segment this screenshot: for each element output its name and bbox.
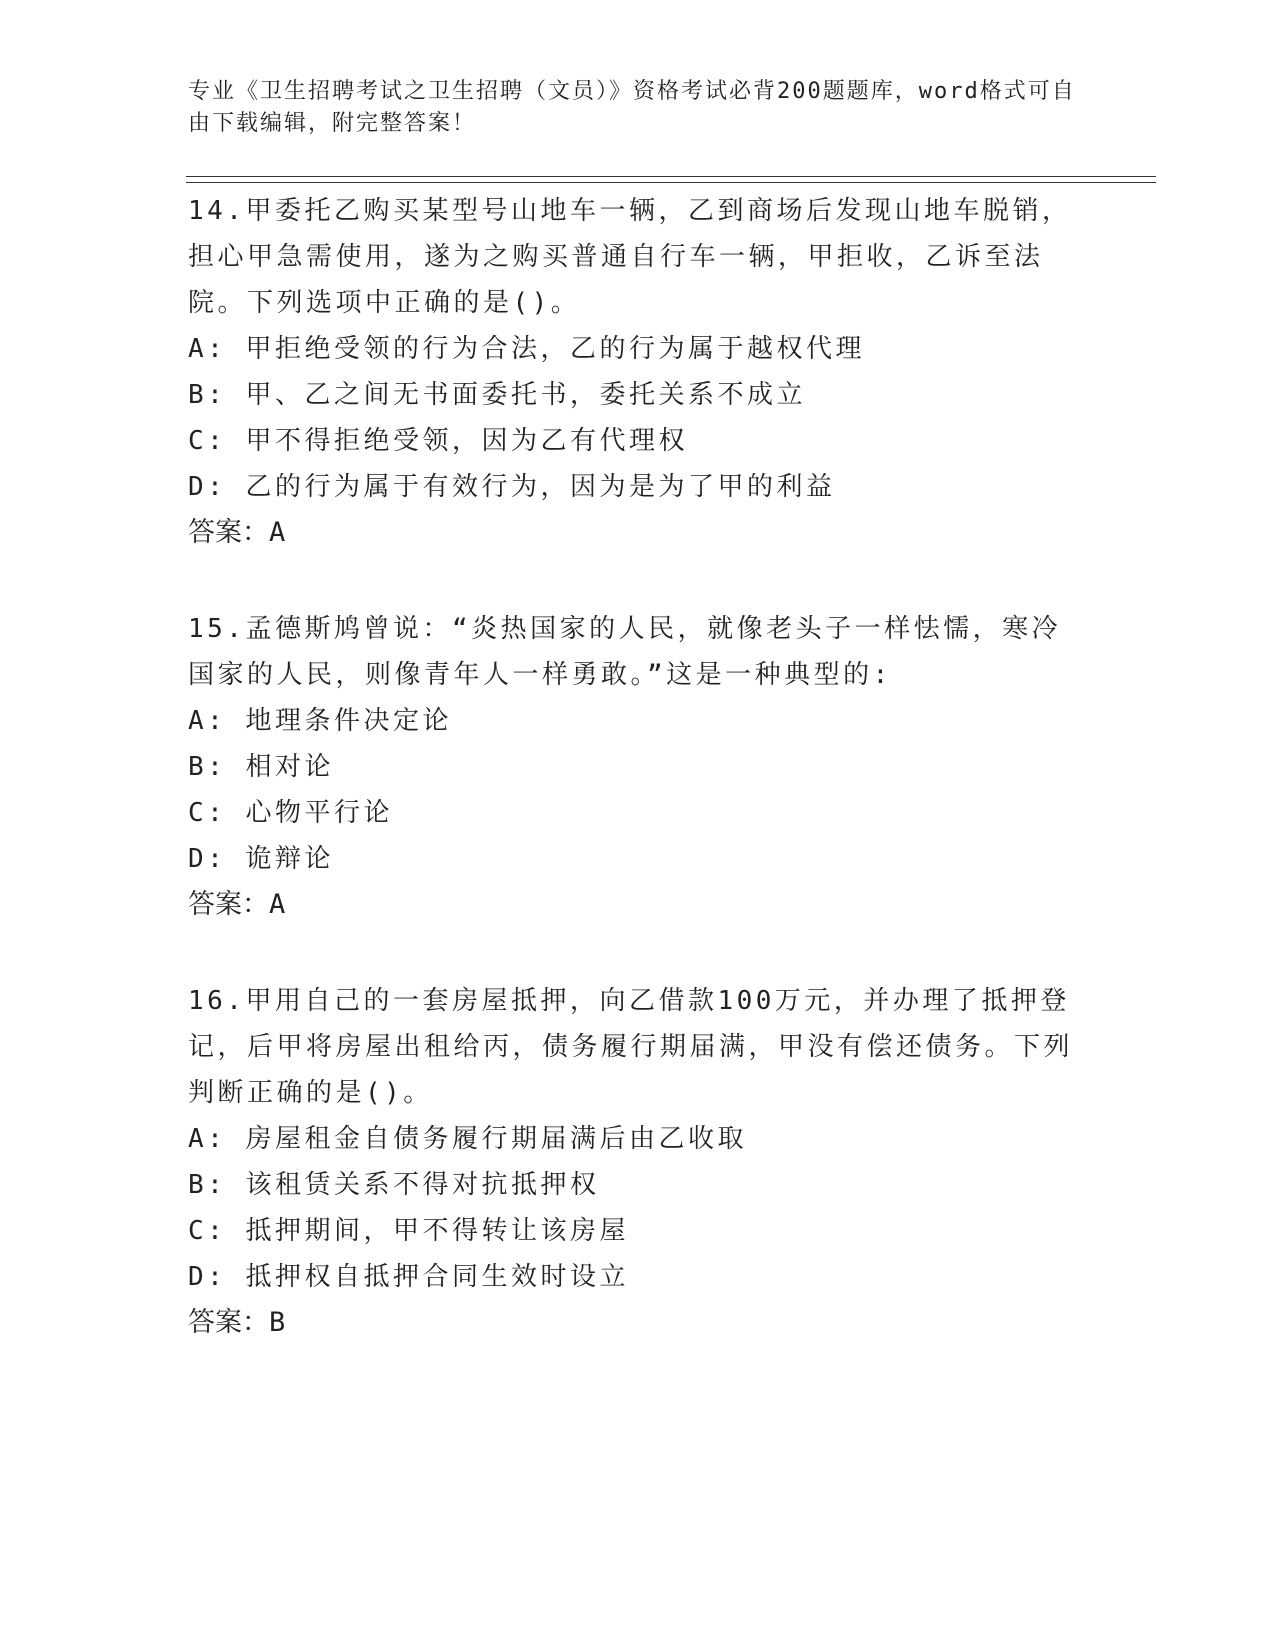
option-d: D: 乙的行为属于有效行为，因为是为了甲的利益 [188,472,836,502]
option-a: A: 地理条件决定论 [188,706,452,736]
answer-label: 答案： [188,517,269,548]
question-stem: 15.孟德斯鸠曾说：“炎热国家的人民，就像老头子一样怯懦，寒冷国家的人民，则像青年人一样勇敢。”这是一种典型的: [188,614,1062,690]
answer-line [188,1300,1088,1346]
answer-value: A [269,517,286,548]
option-b: B: 甲、乙之间无书面委托书，委托关系不成立 [188,380,806,410]
option-d: D: 诡辩论 [188,844,334,874]
option-a: A: 甲拒绝受领的行为合法，乙的行为属于越权代理 [188,334,865,364]
answer-line [188,882,1088,928]
question-14 [188,188,1088,556]
header-divider [186,176,1156,183]
header-title: 专业《卫生招聘考试之卫生招聘（文员）》资格考试必背200题题库，word格式可自由下载编辑，附完整答案！ [188,79,1076,136]
option-b: B: 相对论 [188,752,334,782]
option-a: A: 房屋租金自债务履行期届满后由乙收取 [188,1124,747,1154]
question-16 [188,978,1088,1346]
document-header [188,76,1088,140]
question-stem: 16.甲用自己的一套房屋抵押，向乙借款100万元，并办理了抵押登记，后甲将房屋出租给丙，债务履行期届满，甲没有偿还债务。下列判断正确的是()。 [188,986,1074,1108]
option-c: C: 心物平行论 [188,798,393,828]
question-15 [188,606,1088,928]
option-b: B: 该租赁关系不得对抗抵押权 [188,1170,600,1200]
question-list [188,188,1088,1396]
answer-line [188,510,1088,556]
option-c: C: 抵押期间，甲不得转让该房屋 [188,1216,629,1246]
answer-label: 答案： [188,1307,269,1338]
option-c: C: 甲不得拒绝受领，因为乙有代理权 [188,426,688,456]
answer-label: 答案： [188,889,269,920]
answer-value: A [269,889,286,920]
answer-value: B [269,1307,286,1338]
question-stem: 14.甲委托乙购买某型号山地车一辆，乙到商场后发现山地车脱销，担心甲急需使用，遂为之购买普通自行车一辆，甲拒收，乙诉至法院。下列选项中正确的是()。 [188,196,1072,318]
option-d: D: 抵押权自抵押合同生效时设立 [188,1262,629,1292]
